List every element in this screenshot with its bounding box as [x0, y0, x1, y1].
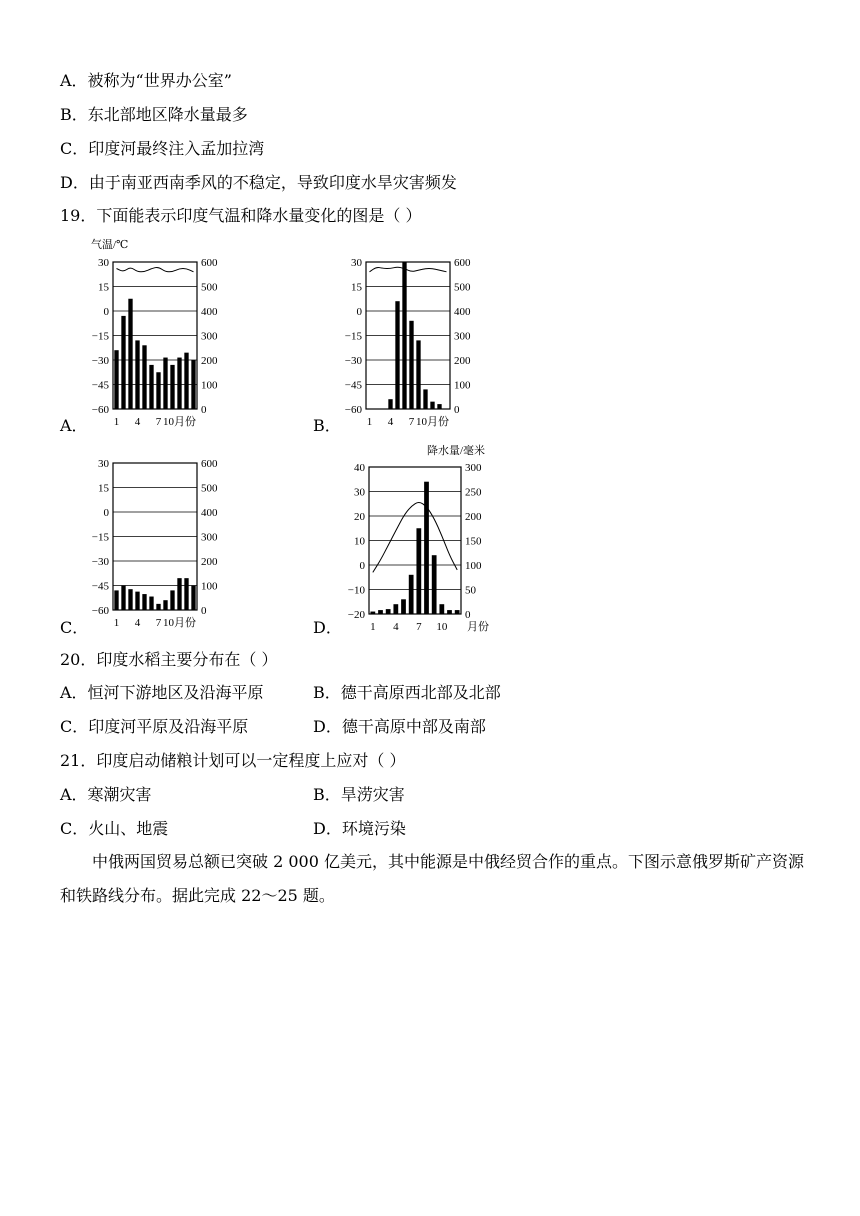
chart-b-precip-bar [437, 404, 441, 409]
chart-d-temp-tick: −20 [347, 609, 365, 621]
q20-option-a: A．恒河下游地区及沿海平原 [60, 683, 264, 702]
chart-d-precip-bar [439, 604, 444, 614]
q20-option-d: D．德干高原中部及南部 [313, 717, 486, 736]
chart-d-x-tick: 7 [416, 621, 422, 633]
chart-c-x-tick: 4 [134, 617, 141, 629]
chart-c-precip-bar [114, 590, 118, 610]
chart-c-precip-tick: 300 [201, 531, 218, 544]
chart-c-temp-tick: 30 [98, 458, 109, 470]
chart-b-temp-tick: −45 [344, 379, 362, 392]
chart-a-precip-bar [184, 353, 188, 409]
chart-d-temp-tick: 40 [354, 462, 365, 474]
chart-b-temp-tick: −60 [344, 404, 362, 416]
chart-b-temp-tick: −30 [344, 355, 362, 367]
chart-d-x-tick: 1 [370, 621, 376, 633]
chart-d-letter: D． [313, 618, 342, 637]
chart-c-precip-bar [177, 578, 181, 610]
chart-d-x-tick: 4 [393, 621, 399, 633]
chart-a-precip-tick: 500 [201, 281, 218, 294]
chart-d-precip-tick: 250 [465, 486, 482, 499]
chart-d-frame [369, 467, 461, 614]
chart-d-precip-bar [378, 610, 383, 614]
chart-c-temp-tick: −15 [91, 531, 109, 544]
chart-d-temp-tick: 20 [354, 511, 365, 523]
chart-a-temp-tick: −30 [91, 355, 109, 367]
chart-a-temp-tick: −15 [91, 330, 109, 343]
chart-b-frame [366, 262, 450, 409]
chart-d-temp-tick: 0 [359, 560, 365, 572]
chart-c-temp-tick: −30 [91, 556, 109, 568]
chart-c-temp-tick: −45 [91, 580, 109, 593]
q21-option-b: B．旱涝灾害 [313, 785, 405, 804]
chart-c-precip-tick: 0 [201, 605, 207, 617]
q20-option-c: C．印度河平原及沿海平原 [60, 717, 249, 736]
chart-c-precip-tick: 500 [201, 482, 218, 495]
q19-stem: 19．下面能表示印度气温和降水量变化的图是（ ） [60, 206, 422, 225]
chart-c-precip-bar [191, 586, 195, 611]
chart-a-precip-tick: 600 [201, 257, 218, 269]
chart-a-precip-bar [114, 350, 118, 409]
chart-c-precip-tick: 600 [201, 458, 218, 470]
chart-b-precip-bar [388, 399, 392, 409]
chart-a-precip-bar [177, 358, 181, 409]
chart-b-temp-tick: −15 [344, 330, 362, 343]
chart-a-precip-tick: 400 [201, 306, 218, 318]
chart-c-precip-bar [135, 592, 139, 610]
chart-a-letter: A． [60, 416, 88, 435]
chart-b-x-tick: 10月份 [416, 416, 449, 428]
chart-d-precip-tick: 200 [465, 511, 482, 523]
chart-d-precip-tick: 100 [465, 560, 482, 572]
chart-b-precip-bar [395, 301, 399, 409]
chart-d-precip-bar [393, 604, 398, 614]
chart-b-precip-tick: 400 [454, 306, 471, 318]
chart-a-precip-bar [156, 372, 160, 409]
chart-b-x-tick: 4 [387, 416, 394, 428]
chart-a-precip-bar [121, 316, 125, 409]
chart-a-temp-line [117, 268, 194, 272]
q18-option-d: D．由于南亚西南季风的不稳定，导致印度水旱灾害频发 [60, 173, 457, 192]
chart-d-temp-line [373, 503, 457, 573]
chart-b-precip-tick: 0 [454, 404, 460, 416]
chart-d-precip-bar [432, 555, 437, 614]
chart-b-temp-line [370, 267, 447, 272]
chart-a-precip-tick: 0 [201, 404, 207, 416]
chart-c-precip-bar [156, 604, 160, 610]
chart-a-precip-bar [191, 360, 195, 409]
chart-c-temp-tick: −60 [91, 605, 109, 617]
q20-stem: 20．印度水稻主要分布在（ ） [60, 650, 278, 669]
chart-b-precip-bar [430, 402, 434, 409]
chart-a-x-tick: 10月份 [163, 416, 196, 428]
chart-a-temp-tick: −45 [91, 379, 109, 392]
chart-b-precip-bar [416, 340, 420, 409]
chart-d-x-tick: 10 [436, 621, 448, 633]
chart-d-precip-bar [386, 609, 391, 614]
chart-a-temp-tick: −60 [91, 404, 109, 416]
chart-d-precip-bar [401, 599, 406, 614]
chart-d-precip-bar [447, 610, 452, 614]
chart-c-precip-tick: 100 [201, 580, 218, 593]
chart-c-frame [113, 463, 197, 610]
chart-c-precip-bar [128, 589, 132, 610]
chart-c-precip-bar [149, 597, 153, 610]
chart-b-precip-bar [409, 321, 413, 409]
chart-b-x-tick: 1 [366, 416, 373, 428]
chart-d-precip-bar [416, 528, 421, 614]
chart-b-precip-tick: 500 [454, 281, 471, 294]
chart-a-temp-tick: 15 [98, 281, 109, 294]
chart-c-letter: C． [60, 618, 89, 637]
q21-stem: 21．印度启动储粮计划可以一定程度上应对（ ） [60, 751, 406, 770]
q20-option-b: B．德干高原西北部及北部 [313, 683, 501, 702]
chart-b-x-tick: 7 [408, 416, 415, 428]
chart-a-x-tick: 1 [113, 416, 120, 428]
chart-d-temp-tick: 10 [354, 535, 365, 548]
chart-c-temp-tick: 0 [103, 507, 109, 519]
chart-d-precip-bar [409, 575, 414, 614]
passage-22-25: 中俄两国贸易总额已突破 2 000 亿美元，其中能源是中俄经贸合作的重点。下图示意俄罗斯矿产资源和铁路线分布。据此完成 22～25 题。 [60, 852, 804, 905]
chart-c-precip-bar [121, 586, 125, 611]
chart-c-precip-bar [170, 590, 174, 610]
chart-d-x-tick: 月份 [467, 621, 489, 633]
chart-a-temp-tick: 30 [98, 257, 109, 269]
chart-a-precip-bar [128, 299, 132, 409]
chart-c-precip-tick: 200 [201, 556, 218, 568]
chart-a-precip-bar [142, 345, 146, 409]
chart-b-letter: B． [313, 416, 341, 435]
chart-c-precip-bar [184, 578, 188, 610]
chart-b-precip-bar [402, 262, 406, 409]
chart-a-precip-bar [135, 340, 139, 409]
chart-a-precip-bar [163, 358, 167, 409]
chart-a-precip-tick: 100 [201, 379, 218, 392]
chart-d-precip-bar [370, 612, 375, 614]
chart-b-temp-tick: 30 [351, 257, 362, 269]
chart-c-x-tick: 10月份 [163, 617, 196, 629]
chart-a-precip-bar [149, 365, 153, 409]
chart-a-precip-tick: 200 [201, 355, 218, 367]
q18-option-a: A．被称为“世界办公室” [60, 71, 232, 90]
chart-a-precip-bar [170, 365, 174, 409]
q18-option-c: C．印度河最终注入孟加拉湾 [60, 139, 265, 158]
q18-option-b: B．东北部地区降水量最多 [60, 105, 248, 124]
chart-c-precip-bar [163, 600, 167, 610]
chart-a-frame [113, 262, 197, 409]
chart-c-temp-tick: 15 [98, 482, 109, 495]
chart-c-x-tick: 1 [113, 617, 120, 629]
q21-option-d: D．环境污染 [313, 819, 406, 838]
chart-d-temp-tick: 30 [354, 486, 365, 499]
chart-c-precip-tick: 400 [201, 507, 218, 519]
chart-d-precip-tick: 0 [465, 609, 471, 621]
chart-d-temp-tick: −10 [347, 584, 365, 597]
q21-option-c: C．火山、地震 [60, 819, 169, 838]
chart-a-x-tick: 7 [155, 416, 162, 428]
chart-a-x-tick: 4 [134, 416, 141, 428]
chart-a-ylabel: 气温/℃ [91, 239, 129, 251]
chart-b-precip-bar [423, 389, 427, 409]
chart-d-precip-tick: 50 [465, 584, 476, 597]
chart-b-precip-tick: 200 [454, 355, 471, 367]
chart-c-precip-bar [142, 594, 146, 610]
chart-a-temp-tick: 0 [103, 306, 109, 318]
chart-d-precip-bar [424, 482, 429, 614]
chart-a-precip-tick: 300 [201, 330, 218, 343]
q21-option-a: A．寒潮灾害 [60, 785, 152, 804]
chart-d-precip-tick: 300 [465, 462, 482, 474]
chart-b-temp-tick: 15 [351, 281, 362, 294]
chart-d-y2label: 降水量/毫米 [427, 445, 486, 457]
chart-b-precip-tick: 300 [454, 330, 471, 343]
chart-c-x-tick: 7 [155, 617, 162, 629]
chart-d-precip-tick: 150 [465, 535, 482, 548]
chart-b-temp-tick: 0 [356, 306, 362, 318]
chart-d-precip-bar [455, 610, 460, 614]
chart-b-precip-tick: 600 [454, 257, 471, 269]
chart-b-precip-tick: 100 [454, 379, 471, 392]
